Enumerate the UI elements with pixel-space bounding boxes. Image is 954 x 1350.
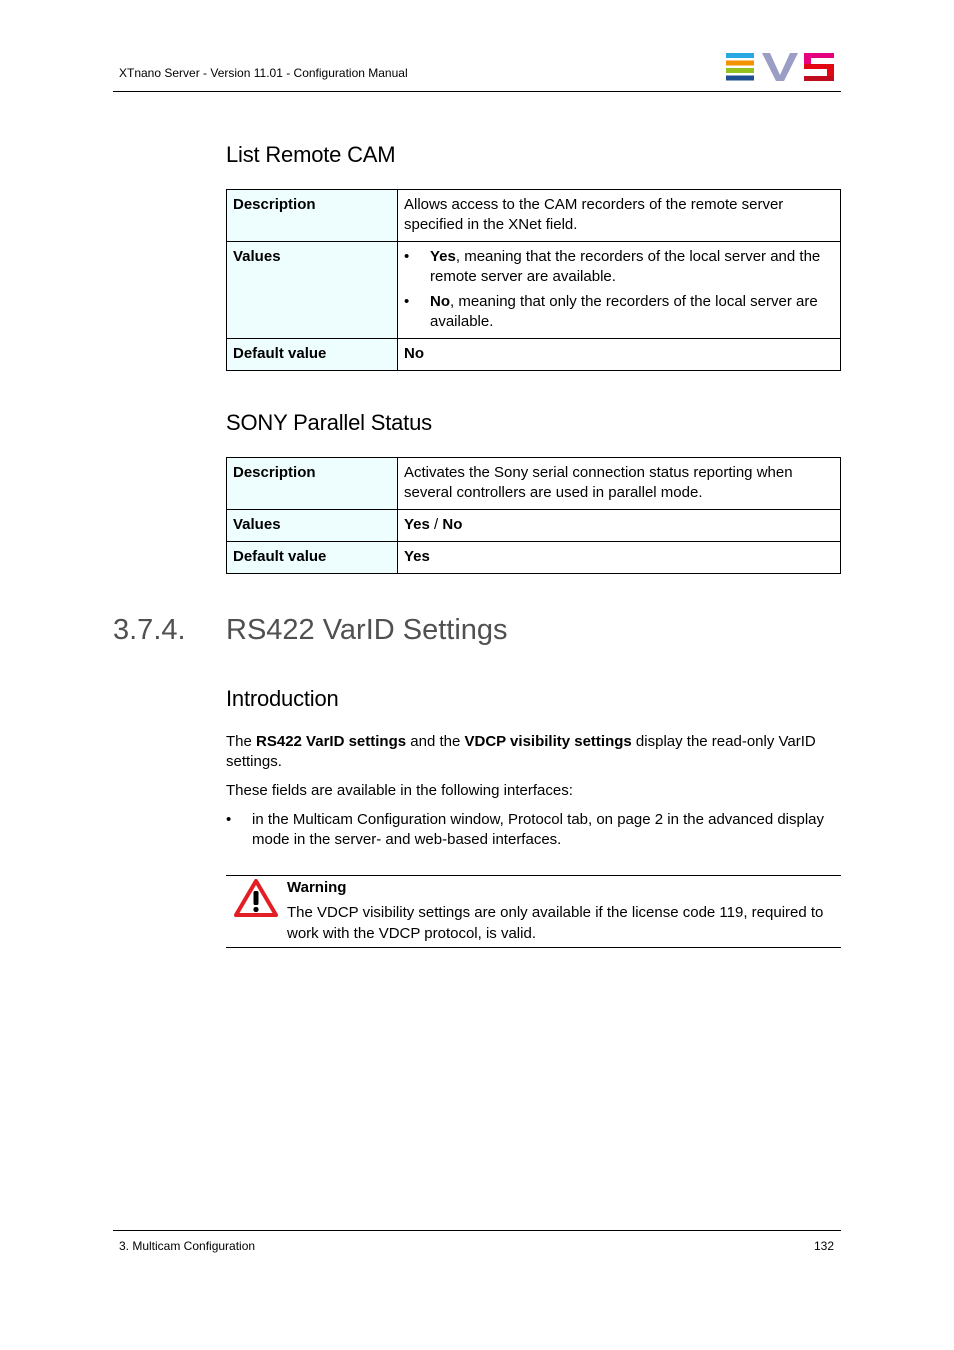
value-text: , meaning that only the recorders of the local server are available. (430, 293, 818, 330)
list-item (404, 247, 833, 287)
values-list (404, 247, 833, 332)
text-run: display the read-only VarID settings. (226, 733, 816, 770)
row-value: Activates the Sony serial connection status reporting when several controllers are used in parallel mode. (398, 458, 841, 510)
bullet-glyph: • (404, 293, 410, 310)
footer-chapter: 3. Multicam Configuration (119, 1239, 256, 1253)
row-value (398, 242, 841, 339)
page-number: 132 (813, 1239, 834, 1253)
warning-text: The VDCP visibility settings are only available if the license code 119, required to work with the VDCP protocol, is valid. (287, 904, 824, 942)
table-row (227, 190, 841, 242)
sony-parallel-status-table (226, 457, 841, 574)
row-label: Default value (227, 339, 398, 371)
warning-title: Warning (287, 879, 347, 896)
chapter-title: RS422 VarID Settings (226, 614, 508, 646)
page-footer (113, 1230, 841, 1253)
table-row (227, 458, 841, 510)
row-value (398, 339, 841, 371)
value-keyword: Yes (430, 248, 456, 265)
chapter-number: 3.7.4. (113, 614, 186, 646)
bullet-glyph: • (226, 811, 232, 828)
value-keyword: No (430, 293, 450, 310)
list-item (404, 292, 833, 332)
heading-list-remote-cam: List Remote CAM (226, 142, 396, 167)
text-run: The (226, 733, 257, 750)
value-yes: Yes (404, 516, 430, 533)
row-label: Values (227, 510, 398, 542)
row-value (398, 510, 841, 542)
row-label: Description (227, 458, 398, 510)
bullet-glyph: • (404, 248, 410, 265)
value-no: No (442, 516, 463, 533)
page-header (113, 50, 841, 92)
text-run: and the (406, 733, 465, 750)
warning-box (226, 875, 841, 948)
heading-sony-parallel-status: SONY Parallel Status (226, 410, 432, 435)
value-text: , meaning that the recorders of the local server and the remote server are available. (430, 248, 821, 285)
table-row (227, 510, 841, 542)
default-value: Yes (404, 548, 430, 565)
table-row (227, 542, 841, 574)
row-label: Default value (227, 542, 398, 574)
default-value: No (404, 345, 424, 362)
list-item (226, 810, 841, 850)
row-value: Allows access to the CAM recorders of the remote server specified in the XNet field. (398, 190, 841, 242)
row-label: Values (227, 242, 398, 339)
header-title: XTnano Server - Version 11.01 - Configuration Manual (119, 66, 408, 80)
bold-term: VDCP visibility settings (464, 733, 632, 750)
warning-triangle-icon (233, 878, 279, 918)
heading-introduction: Introduction (226, 686, 339, 711)
evs-logo (726, 53, 834, 81)
interfaces-paragraph: These fields are available in the following interfaces: (226, 782, 573, 799)
row-label: Description (227, 190, 398, 242)
bold-term: RS422 VarID settings (256, 733, 407, 750)
list-remote-cam-table (226, 189, 841, 371)
table-row (227, 339, 841, 371)
row-value (398, 542, 841, 574)
list-item-text: in the Multicam Configuration window, Protocol tab, on page 2 in the advanced display mode in the server- and web-based interfaces. (252, 811, 825, 848)
table-row (227, 242, 841, 339)
value-separator: / (429, 516, 443, 533)
intro-paragraph (226, 732, 841, 772)
